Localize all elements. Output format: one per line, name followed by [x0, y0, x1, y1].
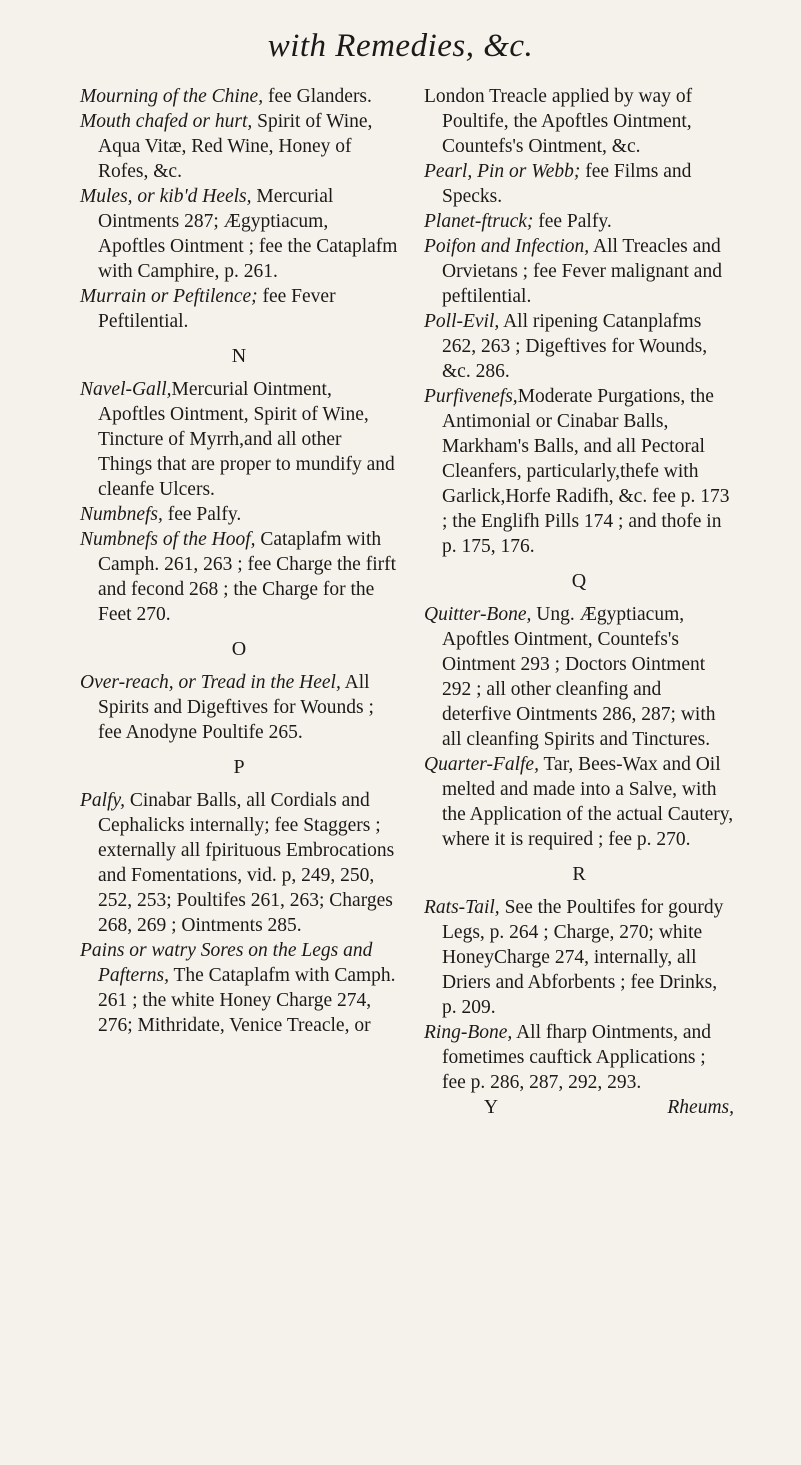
index-term: Planet-ftruck;	[424, 211, 534, 232]
index-term: Purfivenefs,	[424, 386, 518, 407]
section-p	[80, 788, 398, 1038]
section-letter-o: O	[231, 638, 247, 660]
index-entry	[80, 84, 398, 109]
index-entry	[424, 234, 734, 309]
index-term: Rats-Tail,	[424, 897, 500, 918]
index-term: Murrain or Peftilence;	[80, 286, 258, 307]
index-entry	[424, 752, 734, 852]
index-remedy-text: The Cataplafm with Camph. 261 ; the white Honey Charge 274, 276; Mithridate, Venice Treacle, or	[98, 965, 396, 1036]
section-letter-n: N	[231, 345, 247, 367]
index-entry	[80, 377, 398, 502]
index-remedy-text: All ripening Catanplafms 262, 263 ; Digeftives for Wounds, &c. 286.	[442, 311, 708, 382]
section-letter-p: P	[233, 756, 245, 778]
right-column	[424, 84, 734, 1120]
index-remedy-text: See the Poultifes for gourdy Legs, p. 264 ; Charge, 270; white HoneyCharge 274, internally, all Driers and Abforbents ; fee Drinks, p. 209.	[442, 897, 724, 1018]
index-entry	[424, 84, 734, 159]
index-remedy-text: All Treacles and Orvietans ; fee Fever malignant and peftilential.	[442, 236, 722, 307]
index-term: Poll-Evil,	[424, 311, 500, 332]
index-entry	[424, 209, 734, 234]
index-remedy-text: Mercurial Ointment, Apoftles Ointment, Spirit of Wine, Tincture of Myrrh,and all other Things that are proper to mundify and cleanfe Ulcers.	[98, 379, 395, 500]
section-o	[80, 670, 398, 745]
index-term: Pains or watry Sores on the Legs and Pafterns,	[80, 940, 373, 986]
index-term: Pearl, Pin or Webb;	[424, 161, 581, 182]
index-term: Palfy,	[80, 790, 125, 811]
index-entry	[80, 184, 398, 284]
running-head: with Remedies, &c.	[267, 28, 534, 64]
index-entry	[80, 938, 398, 1038]
index-term: Poifon and Infection,	[424, 236, 590, 257]
section-m	[80, 84, 398, 334]
index-remedy-text: Spirit of Wine, Aqua Vitæ, Red Wine, Honey of Rofes, &c.	[98, 111, 373, 182]
index-entry	[80, 109, 398, 184]
index-remedy-text: Ung. Ægyptiacum, Apoftles Ointment, Countefs's Ointment 293 ; Doctors Ointment 292 ; all other cleanfing and deterfive Ointments 286, 287; with all cleanfing Spirits and Tinctures.	[442, 604, 716, 750]
index-term: Numbnefs,	[80, 504, 163, 525]
index-remedy-text: Cinabar Balls, all Cordials and Cephalicks internally; fee Staggers ; externally all fpirituous Embrocations and Fomentations, vid. p, 249, 250, 252, 253; Poultifes 261, 263; Charges 268, 269 ; Ointments 285.	[98, 790, 395, 936]
index-term: Ring-Bone,	[424, 1022, 513, 1043]
index-entry	[424, 602, 734, 752]
section-letter-r: R	[572, 863, 586, 885]
index-entry	[80, 670, 398, 745]
index-entry	[80, 284, 398, 334]
section-n	[80, 377, 398, 627]
index-term: Quitter-Bone,	[424, 604, 532, 625]
section-q	[424, 602, 734, 852]
index-entry	[80, 527, 398, 627]
index-term: Numbnefs of the Hoof,	[80, 529, 256, 550]
index-term: Mules, or kib'd Heels,	[80, 186, 252, 207]
index-entry	[424, 1020, 734, 1095]
index-remedy-text: fee Films and Specks.	[442, 161, 692, 207]
signature-mark: Y	[484, 1097, 499, 1118]
index-remedy-text: fee Palfy.	[533, 211, 612, 232]
section-p-continued	[424, 84, 734, 559]
index-term: Mouth chafed or hurt,	[80, 111, 253, 132]
index-entry	[424, 309, 734, 384]
index-remedy-text: Tar, Bees-Wax and Oil melted and made into a Salve, with the Application of the actual Cautery, where it is required ; fee p. 270.	[442, 754, 734, 850]
index-term: Quarter-Falfe,	[424, 754, 539, 775]
index-term: Mourning of the Chine,	[80, 86, 264, 107]
index-remedy-text: All fharp Ointments, and fometimes cauftick Applications ; fee p. 286, 287, 292, 293.	[442, 1022, 712, 1093]
index-entry	[80, 788, 398, 938]
catchword: Rheums,	[667, 1097, 734, 1118]
index-entry	[80, 502, 398, 527]
index-term: Navel-Gall,	[80, 379, 172, 400]
index-remedy-text: fee Fever Peftilential.	[98, 286, 336, 332]
index-entry	[424, 895, 734, 1020]
index-remedy-text: Mercurial Ointments 287; Ægyptiacum, Apoftles Ointment ; fee the Cataplafm with Camphire, p. 261.	[98, 186, 398, 282]
index-remedy-text: Moderate Purgations, the Antimonial or Cinabar Balls, Markham's Balls, and all Pectoral Cleanfers, particularly,thefe with Garlick,Horfe Radifh, &c. fee p. 173 ; the Englifh Pills 174 ; and thofe in p. 175, 176.	[442, 386, 730, 557]
index-term: Over-reach, or Tread in the Heel,	[80, 672, 341, 693]
index-entry	[424, 159, 734, 209]
index-remedy-text: fee Palfy.	[162, 504, 242, 525]
left-column	[80, 84, 398, 1038]
section-r	[424, 895, 734, 1095]
index-remedy-text: All Spirits and Digeftives for Wounds ; fee Anodyne Poultife 265.	[98, 672, 374, 743]
page-footer	[424, 1095, 734, 1120]
section-letter-q: Q	[571, 570, 587, 592]
index-remedy-text: fee Glanders.	[263, 86, 372, 107]
index-entry	[424, 384, 734, 559]
index-remedy-text: London Treacle applied by way of Poultife, the Apoftles Ointment, Countefs's Ointment, &c.	[424, 86, 693, 157]
index-remedy-text: Cataplafm with Camph. 261, 263 ; fee Charge the firft and fecond 268 ; the Charge for the Feet 270.	[98, 529, 397, 625]
